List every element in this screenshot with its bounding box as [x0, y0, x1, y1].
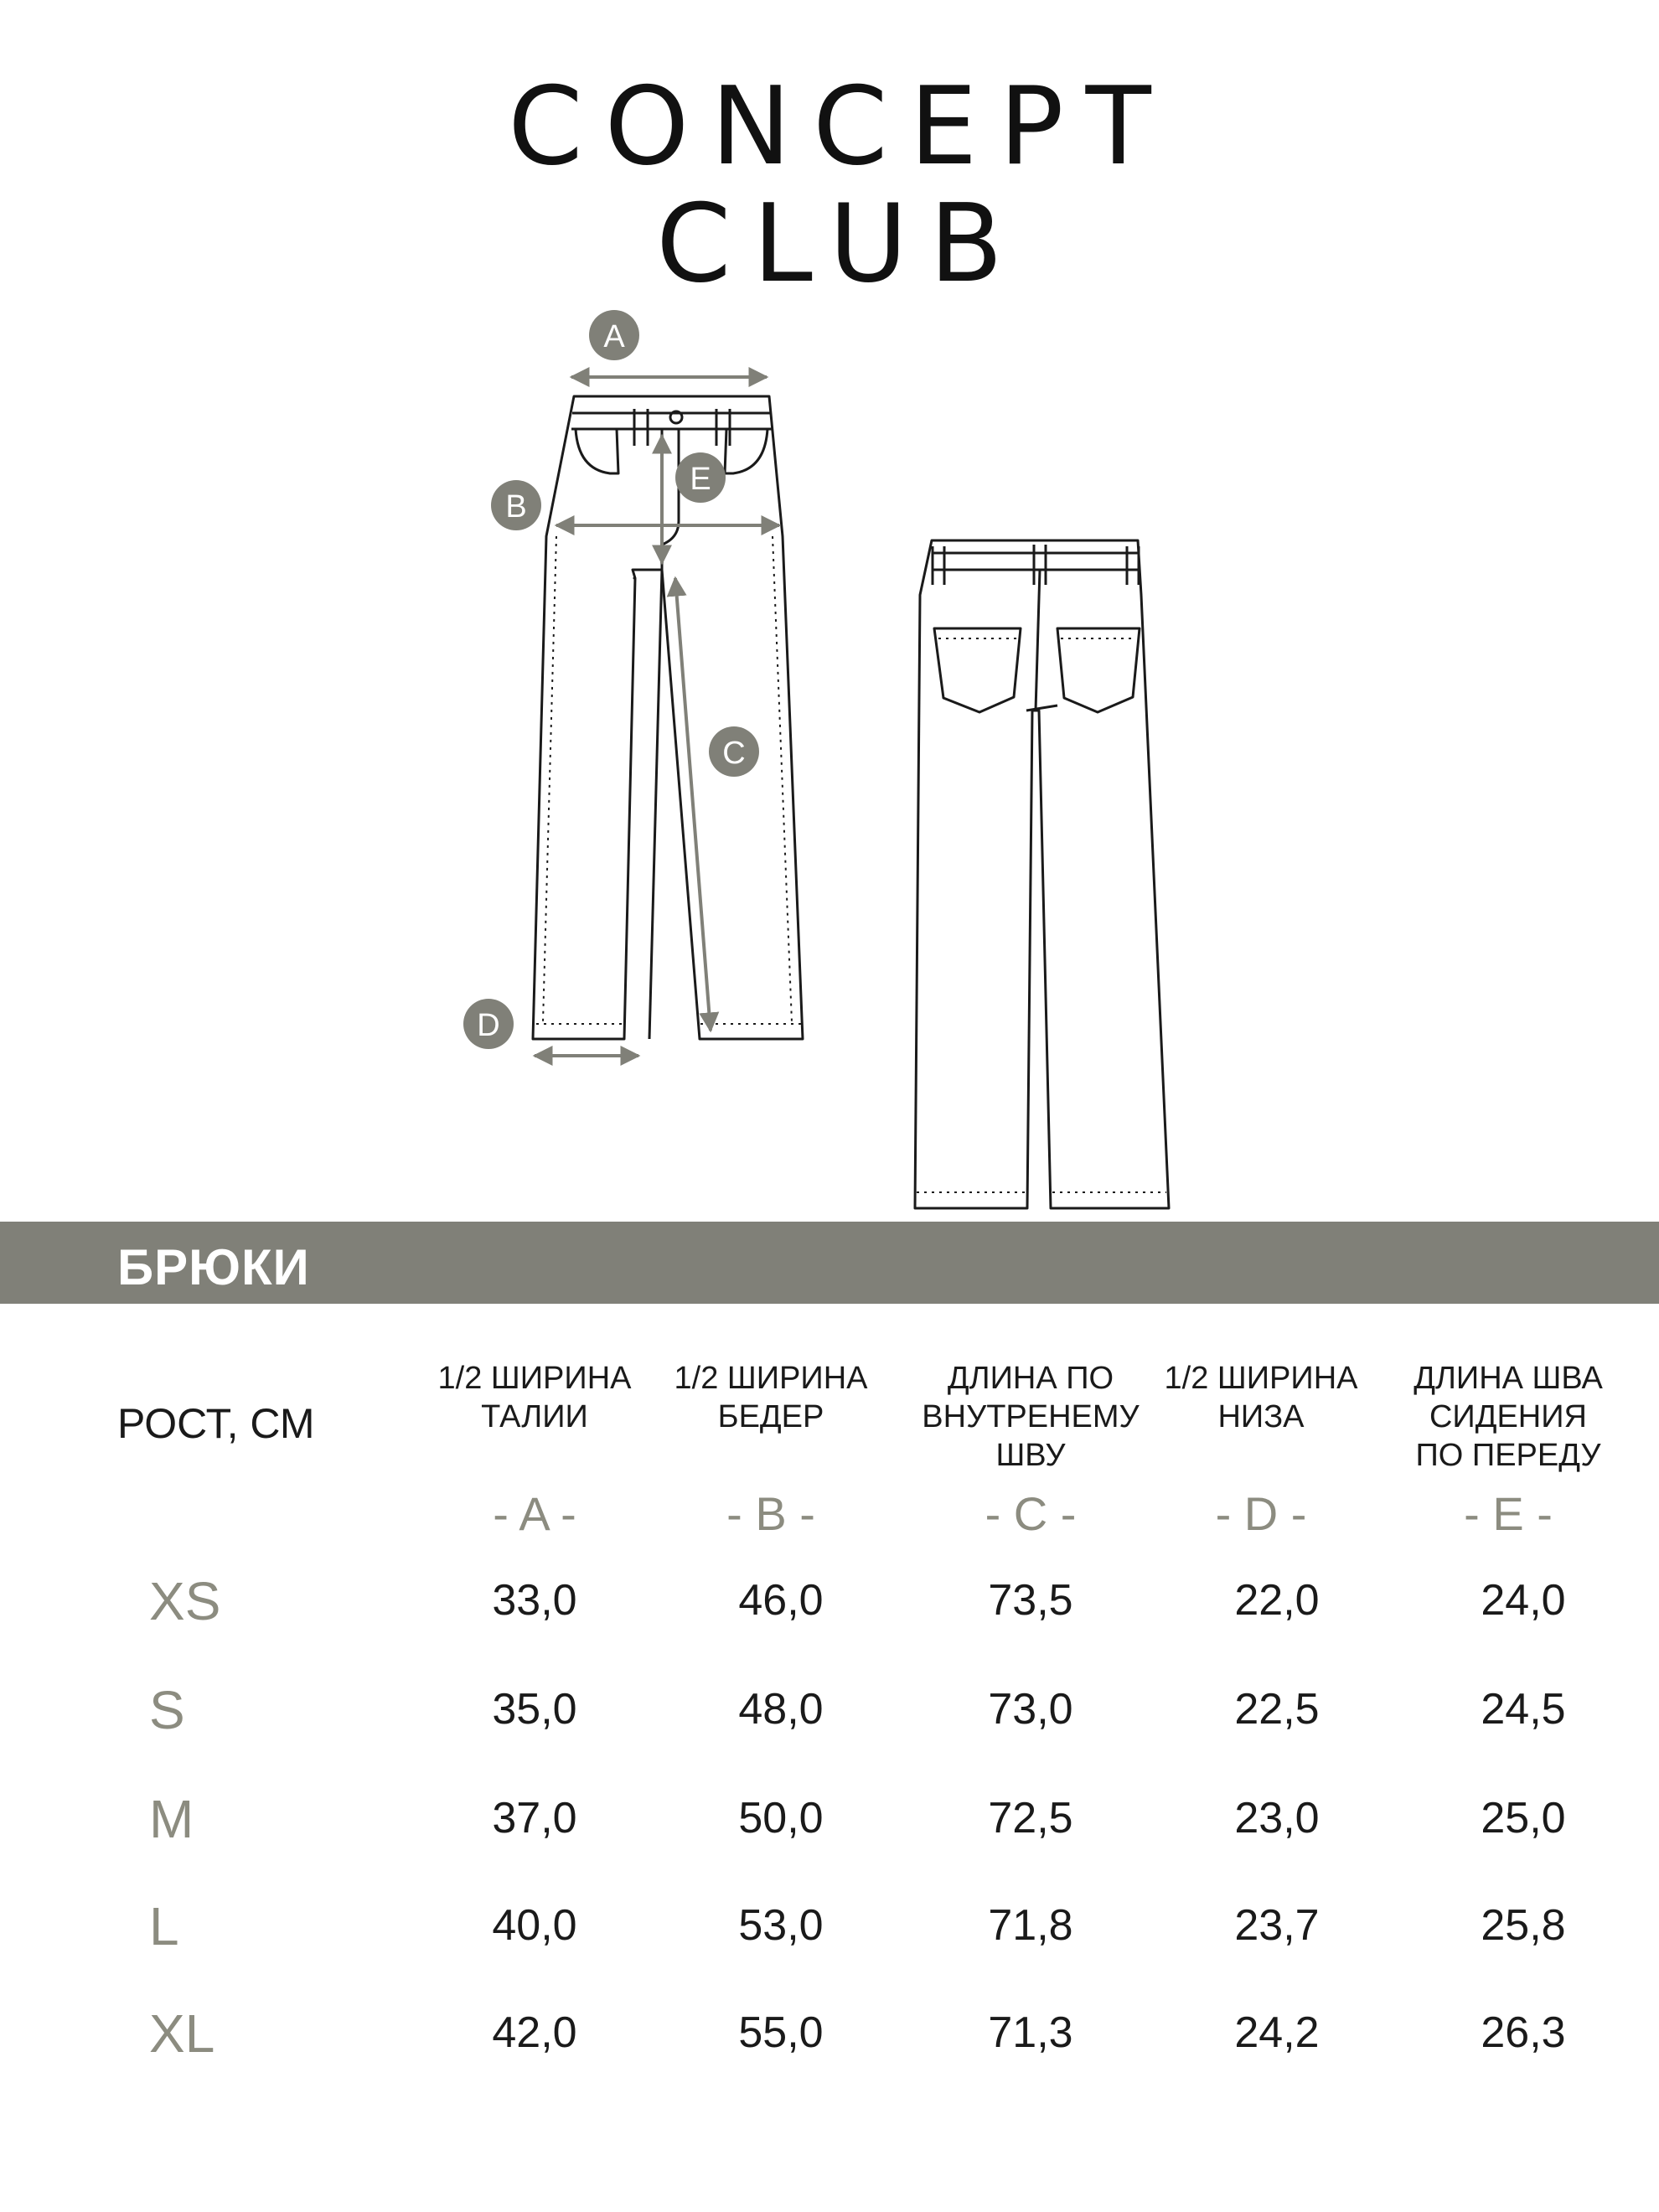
size-label: S [149, 1680, 185, 1740]
table-cell: 22,0 [1234, 1576, 1320, 1625]
table-cell: 46,0 [738, 1576, 824, 1625]
table-cell: 55,0 [738, 2008, 824, 2057]
marker-a-letter: A [603, 319, 625, 354]
table-cell: 48,0 [738, 1685, 824, 1734]
marker-b-letter: B [505, 489, 527, 525]
table-cell: 37,0 [492, 1794, 577, 1842]
table-cell: 72,5 [988, 1794, 1073, 1842]
row-header: РОСТ, СМ [117, 1400, 315, 1447]
table-cell: 24,2 [1234, 2008, 1320, 2057]
table-cell: 24,5 [1481, 1685, 1566, 1734]
size-label: M [149, 1789, 194, 1849]
marker-c-letter: C [722, 736, 746, 771]
column-header-2: 1/2 ШИРИНА БЕДЕР [674, 1361, 868, 1434]
table-cell: 25,0 [1481, 1794, 1566, 1842]
size-label: L [149, 1896, 179, 1956]
column-header-1: 1/2 ШИРИНА ТАЛИИ [437, 1361, 632, 1434]
front-view [533, 396, 803, 1039]
table-cell: 40,0 [492, 1901, 577, 1950]
size-label: XL [149, 2003, 215, 2064]
column-header-5: ДЛИНА ШВА СИДЕНИЯ ПО ПЕРЕДУ [1414, 1361, 1603, 1473]
column-letter-3: - C - [985, 1487, 1077, 1540]
marker-c [709, 726, 759, 777]
column-letter-5: - E - [1464, 1487, 1553, 1540]
table-cell: 33,0 [492, 1576, 577, 1625]
table-cell: 71,3 [988, 2008, 1073, 2057]
size-label: XS [149, 1571, 221, 1631]
brand-logo-line1: CONCEPT [508, 65, 1173, 189]
table-cell: 71,8 [988, 1901, 1073, 1950]
marker-a [589, 310, 639, 360]
table-cell: 42,0 [492, 2008, 577, 2057]
table-cell: 22,5 [1234, 1685, 1320, 1734]
table-cell: 53,0 [738, 1901, 824, 1950]
table-cell: 50,0 [738, 1794, 824, 1842]
trousers-technical-drawing [0, 302, 1659, 1223]
marker-d [463, 999, 514, 1049]
column-letter-1: - A - [493, 1487, 576, 1540]
brand-logo-line2: CLUB [656, 182, 1025, 307]
table-cell: 23,7 [1234, 1901, 1320, 1950]
marker-e-letter: E [690, 462, 711, 497]
column-header-3: ДЛИНА ПО ВНУТРЕНЕМУ ШВУ [922, 1361, 1140, 1473]
marker-b [491, 480, 541, 530]
back-view [915, 540, 1169, 1208]
column-letter-2: - B - [726, 1487, 815, 1540]
table-cell: 73,5 [988, 1576, 1073, 1625]
table-cell: 35,0 [492, 1685, 577, 1734]
table-cell: 24,0 [1481, 1576, 1566, 1625]
table-cell: 26,3 [1481, 2008, 1566, 2057]
table-cell: 23,0 [1234, 1794, 1320, 1842]
marker-e [675, 452, 726, 503]
marker-d-letter: D [477, 1008, 500, 1043]
column-header-4: 1/2 ШИРИНА НИЗА [1164, 1361, 1358, 1434]
section-title: БРЮКИ [117, 1239, 310, 1295]
table-cell: 25,8 [1481, 1901, 1566, 1950]
table-cell: 73,0 [988, 1685, 1073, 1734]
column-letter-4: - D - [1215, 1487, 1307, 1540]
section-band [0, 1222, 1659, 1304]
